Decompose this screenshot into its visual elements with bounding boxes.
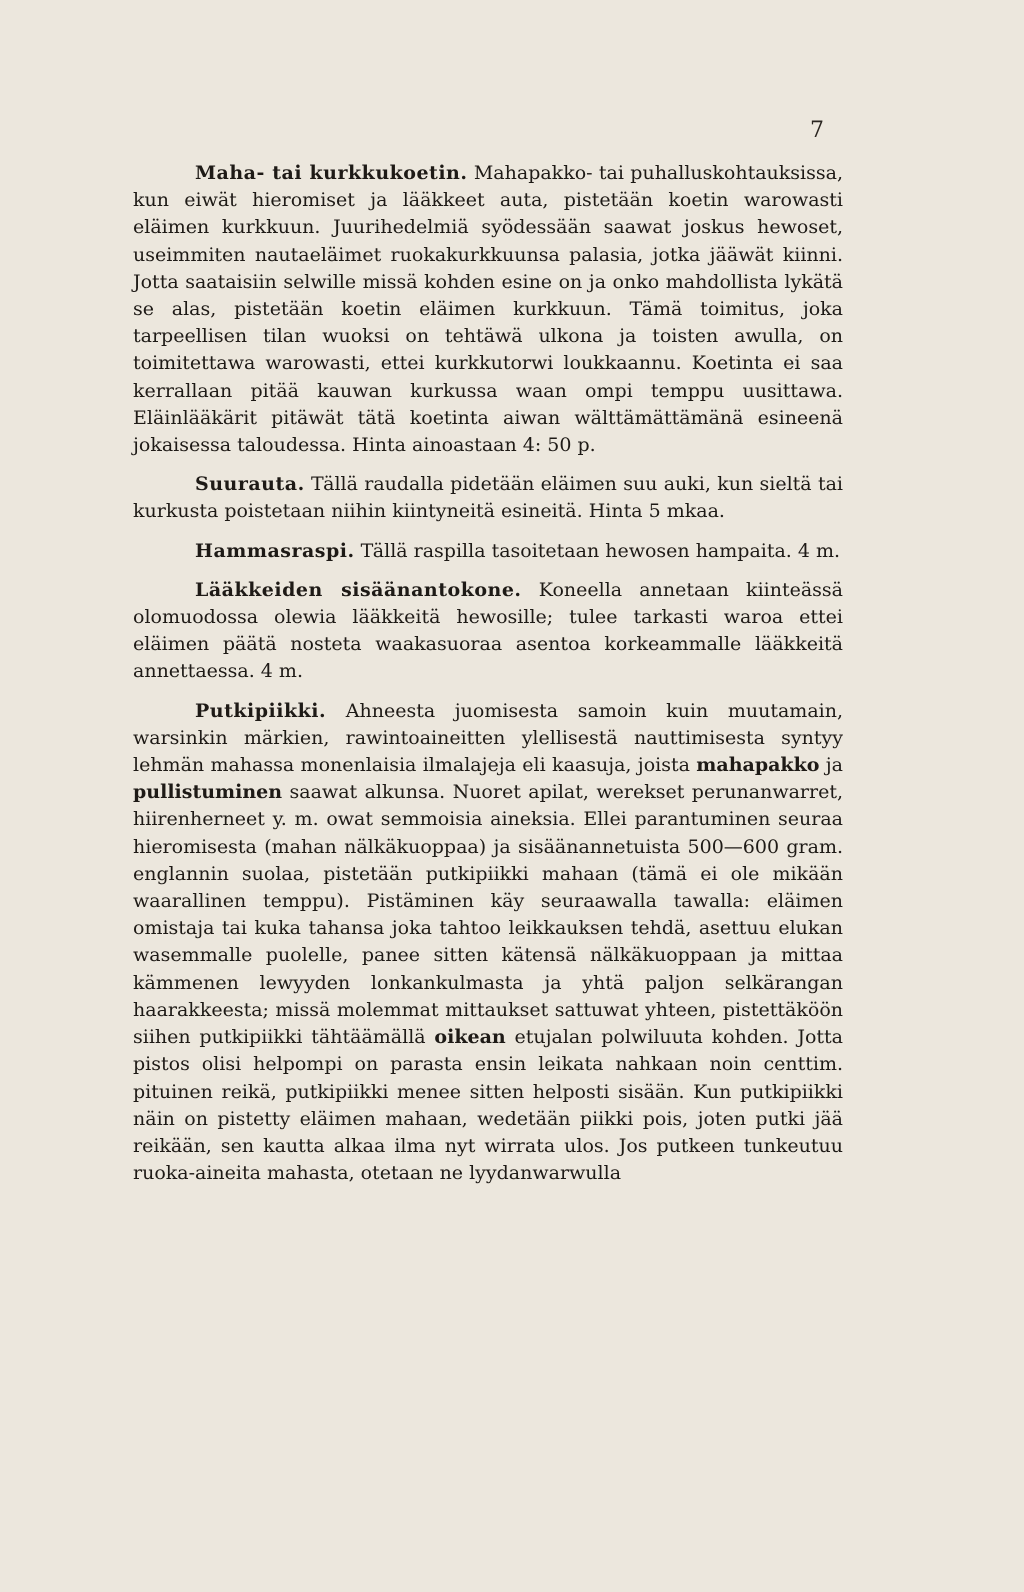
section-text: saawat alkunsa. Nuoret apilat, werekset perunanwarret, hiirenherneet y. m. owat semmoisia aineksia. Ellei parantuminen seuraa hieromisesta (mahan nälkäkuoppaa) ja sisäänannetuista 500—600 gram. englannin suolaa, pistetään putkipiikki mahaan (tämä ei ole mikään waarallinen temppu). Pistäminen käy seuraawalla tawalla: eläimen omistaja tai kuka tahansa joka tahtoo leikkauksen tehdä, asettuu elukan wasemmalle puolelle, panee sitten kätensä nälkäkuoppaan ja mittaa kämmenen lewyyden lonkankulmasta ja yhtä paljon selkärangan haarakkeesta; missä molemmat mittaukset sattuwat yhteen, pistettäköön siihen putkipiikki tähtäämällä [133,781,843,1049]
section-heading: Lääkkeiden sisäänantokone. [195,578,522,601]
section-heading: Suurauta. [195,473,305,496]
section-text: Ahneesta juomisesta samoin kuin muutamain, warsinkin märkien, rawintoaineitten ylellisestä nauttimisesta syntyy lehmän mahassa monenlaisia ilmalajeja eli kaasuja, joista [133,699,843,777]
emphasized-term: mahapakko [696,754,820,777]
section-text: Mahapakko- tai puhalluskohtauksissa, kun eiwät hieromiset ja lääkkeet auta, pistetään koetin warowasti eläimen kurkkuun. Juurihedelmiä syödessään saawat joskus hewoset, useimmiten nautaeläimet ruokakurkkuunsa palasia, jotka jääwät kiinni. Jotta saataisiin selwille missä kohden esine on ja onko mahdollista lykätä se alas, pistetään koetin eläimen kurkkuun. Tämä toimitus, joka tarpeellisen tilan wuoksi on tehtäwä ulkona ja toisten awulla, on toimitettawa warowasti, ettei kurkkutorwi loukkaannu. Koetinta ei saa kerrallaan pitää kauwan kurkussa waan ompi temppu uusittawa. Eläinlääkärit pitäwät tätä koetinta aiwan wälttämättämänä esineenä jokaisessa taloudessa. Hinta ainoastaan 4: 50 p. [133,162,843,457]
section-text: Tällä raudalla pidetään eläimen suu auki, kun sieltä tai kurkusta poistetaan niihin kiintyneitä esineitä. Hinta 5 mkaa. [133,473,843,523]
section-text: Tällä raspilla tasoitetaan hewosen hampaita. 4 m. [360,539,841,562]
section-text: Koneella annetaan kiinteässä olomuodossa olewia lääkkeitä hewosille; tulee tarkasti waroa ettei eläimen päätä nosteta waakasuoraa asentoa korkeammalle lääkkeitä annettaessa. 4 m. [133,578,843,683]
section-heading: Hammasraspi. [195,539,355,562]
section-suurauta [133,471,843,525]
section-hammasraspi [133,538,843,565]
section-heading: Putkipiikki. [195,699,327,722]
section-putkipiikki [133,698,843,1188]
section-maha-tai-kurkkukoetin [133,160,843,459]
emphasized-term: oikean [434,1026,506,1049]
page-number: 7 [810,118,824,143]
section-text: ja [825,754,843,777]
section-laakkeiden-sisaanantokone [133,577,843,686]
body-text [133,160,843,1187]
emphasized-term: pullistuminen [133,781,283,804]
section-heading: Maha- tai kurkkukoetin. [195,162,468,184]
section-text: etujalan polwiluuta kohden. Jotta pistos olisi helpompi on parasta ensin leikata nahkaan noin centtim. pituinen reikä, putkipiikki menee sitten helposti sisään. Kun putkipiikki näin on pistetty eläimen mahaan, wedetään piikki pois, joten putki jää reikään, sen kautta alkaa ilma nyt wirrata ulos. Jos putkeen tunkeutuu ruoka-aineita mahasta, otetaan ne lyydanwarwulla [133,1026,843,1185]
